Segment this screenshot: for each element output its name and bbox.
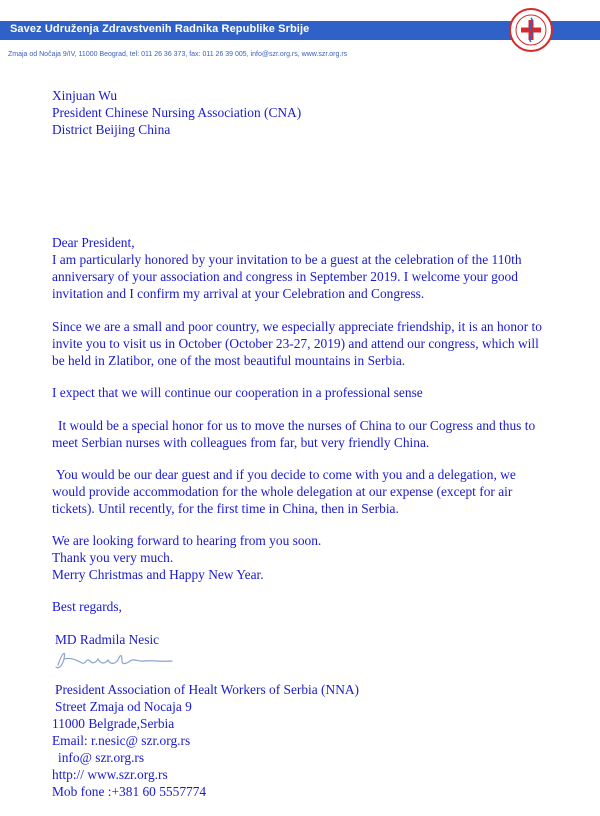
paragraph-line: would provide accommodation for the whole delegation at our expense (except for air [52, 484, 513, 499]
sender-phone: Mob fone :+381 60 5557774 [52, 784, 207, 799]
paragraph-line: It would be a special honor for us to move the nurses of China to our Cogress and thus to [58, 418, 536, 433]
recipient-name: Xinjuan Wu [52, 88, 118, 103]
closing-line: Thank you very much. [52, 550, 174, 565]
closing-line: We are looking forward to hearing from you soon. [52, 533, 322, 548]
paragraph-line: be held in Zlatibor, one of the most beautiful mountains in Serbia. [52, 353, 406, 368]
contact-line: Zmaja od Nočaja 9/IV, 11000 Beograd, tel: 011 26 36 373, fax: 011 26 39 005, info@szr.org.rs, www.szr.org.rs [8, 51, 348, 58]
sender-info-email: info@ szr.org.rs [58, 750, 145, 765]
regards: Best regards, [52, 599, 122, 614]
salutation: Dear President, [52, 235, 135, 250]
paragraph-line: anniversary of your association and congress in September 2019. I welcome your good [52, 269, 518, 284]
signature-image [52, 643, 176, 673]
paragraph-line: tickets). Until recently, for the first time in China, then in Serbia. [52, 501, 399, 516]
paragraph-line: I expect that we will continue our cooperation in a professional sense [52, 385, 423, 400]
sender-street: Street Zmaja od Nocaja 9 [55, 699, 192, 714]
paragraph-line: meet Serbian nurses with colleagues from far, but very friendly China. [52, 435, 430, 450]
paragraph-line: Since we are a small and poor country, we especially appreciate friendship, it is an honor to [52, 319, 542, 334]
paragraph-line: invitation and I confirm my arrival at your Celebration and Congress. [52, 286, 425, 301]
paragraph-line: invite you to visit us in October (October 23-27, 2019) and attend our congress, which will [52, 336, 539, 351]
association-emblem-icon [509, 8, 553, 52]
organization-title: Savez Udruženja Zdravstvenih Radnika Republike Srbije [10, 23, 310, 35]
sender-city: 11000 Belgrade,Serbia [52, 716, 175, 731]
sender-title: President Association of Healt Workers of Serbia (NNA) [55, 682, 359, 697]
sender-email: Email: r.nesic@ szr.org.rs [52, 733, 191, 748]
paragraph-line: I am particularly honored by your invitation to be a guest at the celebration of the 110th [52, 252, 522, 267]
sender-website: http:// www.szr.org.rs [52, 767, 168, 782]
paragraph-line: You would be our dear guest and if you decide to come with you and a delegation, we [56, 467, 516, 482]
closing-line: Merry Christmas and Happy New Year. [52, 567, 264, 582]
sender-name: MD Radmila Nesic [55, 632, 160, 647]
recipient-location: District Beijing China [52, 122, 171, 137]
recipient-title: President Chinese Nursing Association (CNA) [52, 105, 302, 120]
